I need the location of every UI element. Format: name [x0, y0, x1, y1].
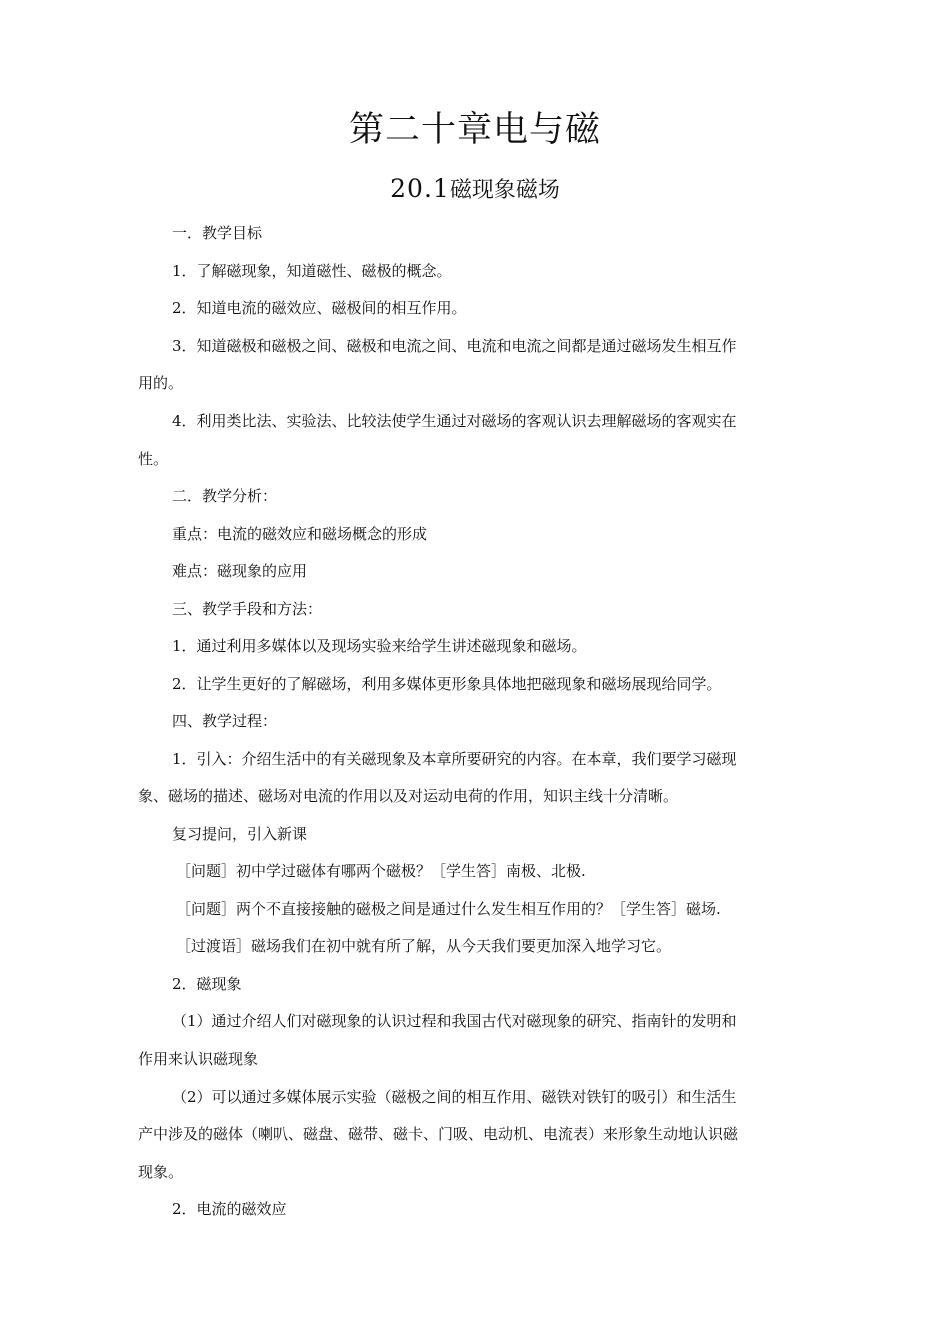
- phenomena-2-line-3: 现象。: [138, 1163, 184, 1181]
- phenomena-2-line-2: 产中涉及的磁体（喇叭、磁盘、磁带、磁卡、门吸、电动机、电流表）来形象生动地认识磁: [138, 1125, 739, 1143]
- question-2: ［问题］两个不直接接触的磁极之间是通过什么发生相互作用的？［学生答］磁场.: [176, 900, 721, 918]
- key-point: 重点：电流的磁效应和磁场概念的形成: [172, 525, 428, 543]
- phenomena-1-line-1: （1）通过介绍人们对磁现象的认识过程和我国古代对磁现象的研究、指南针的发明和: [172, 1012, 737, 1030]
- heading-teaching-goals: 一．教学目标: [172, 224, 263, 242]
- heading-teaching-process: 四、教学过程：: [172, 712, 278, 730]
- goal-4-line-1: 4．利用类比法、实验法、比较法使学生通过对磁场的客观认识去理解磁场的客观实在: [172, 412, 737, 430]
- question-1: ［问题］初中学过磁体有哪两个磁极？［学生答］南极、北极.: [176, 862, 586, 880]
- method-2: 2．让学生更好的了解磁场，利用多媒体更形象具体地把磁现象和磁场展现给同学。: [172, 675, 722, 693]
- review-question-heading: 复习提问，引入新课: [172, 825, 308, 843]
- heading-teaching-analysis: 二．教学分析：: [172, 487, 278, 505]
- phenomena-1-line-2: 作用来认识磁现象: [138, 1050, 259, 1068]
- section-name: 磁现象磁场: [449, 178, 560, 203]
- goal-4-line-2: 性。: [138, 450, 169, 468]
- section-number: 20.1: [390, 174, 450, 203]
- heading-teaching-methods: 三、教学手段和方法：: [172, 600, 323, 618]
- goal-2: 2．知道电流的磁效应、磁极间的相互作用。: [172, 299, 467, 317]
- section-title: [0, 172, 950, 208]
- heading-magnetic-effect-of-current: 2．电流的磁效应: [172, 1200, 287, 1218]
- goal-1: 1．了解磁现象，知道磁性、磁极的概念。: [172, 262, 452, 280]
- transition-sentence: ［过渡语］磁场我们在初中就有所了解，从今天我们要更加深入地学习它。: [176, 937, 672, 955]
- heading-magnetic-phenomena: 2．磁现象: [172, 975, 242, 993]
- intro-line-1: 1．引入：介绍生活中的有关磁现象及本章所要研究的内容。在本章，我们要学习磁现: [172, 750, 737, 768]
- goal-3-line-2: 用的。: [138, 374, 184, 392]
- method-1: 1．通过利用多媒体以及现场实验来给学生讲述磁现象和磁场。: [172, 637, 587, 655]
- difficult-point: 难点：磁现象的应用: [172, 562, 308, 580]
- intro-line-2: 象、磁场的描述、磁场对电流的作用以及对运动电荷的作用，知识主线十分清晰。: [138, 787, 679, 805]
- goal-3-line-1: 3．知道磁极和磁极之间、磁极和电流之间、电流和电流之间都是通过磁场发生相互作: [172, 337, 737, 355]
- chapter-title: 第二十章电与磁: [348, 110, 601, 150]
- phenomena-2-line-1: （2）可以通过多媒体展示实验（磁极之间的相互作用、磁铁对铁钉的吸引）和生活生: [172, 1088, 737, 1106]
